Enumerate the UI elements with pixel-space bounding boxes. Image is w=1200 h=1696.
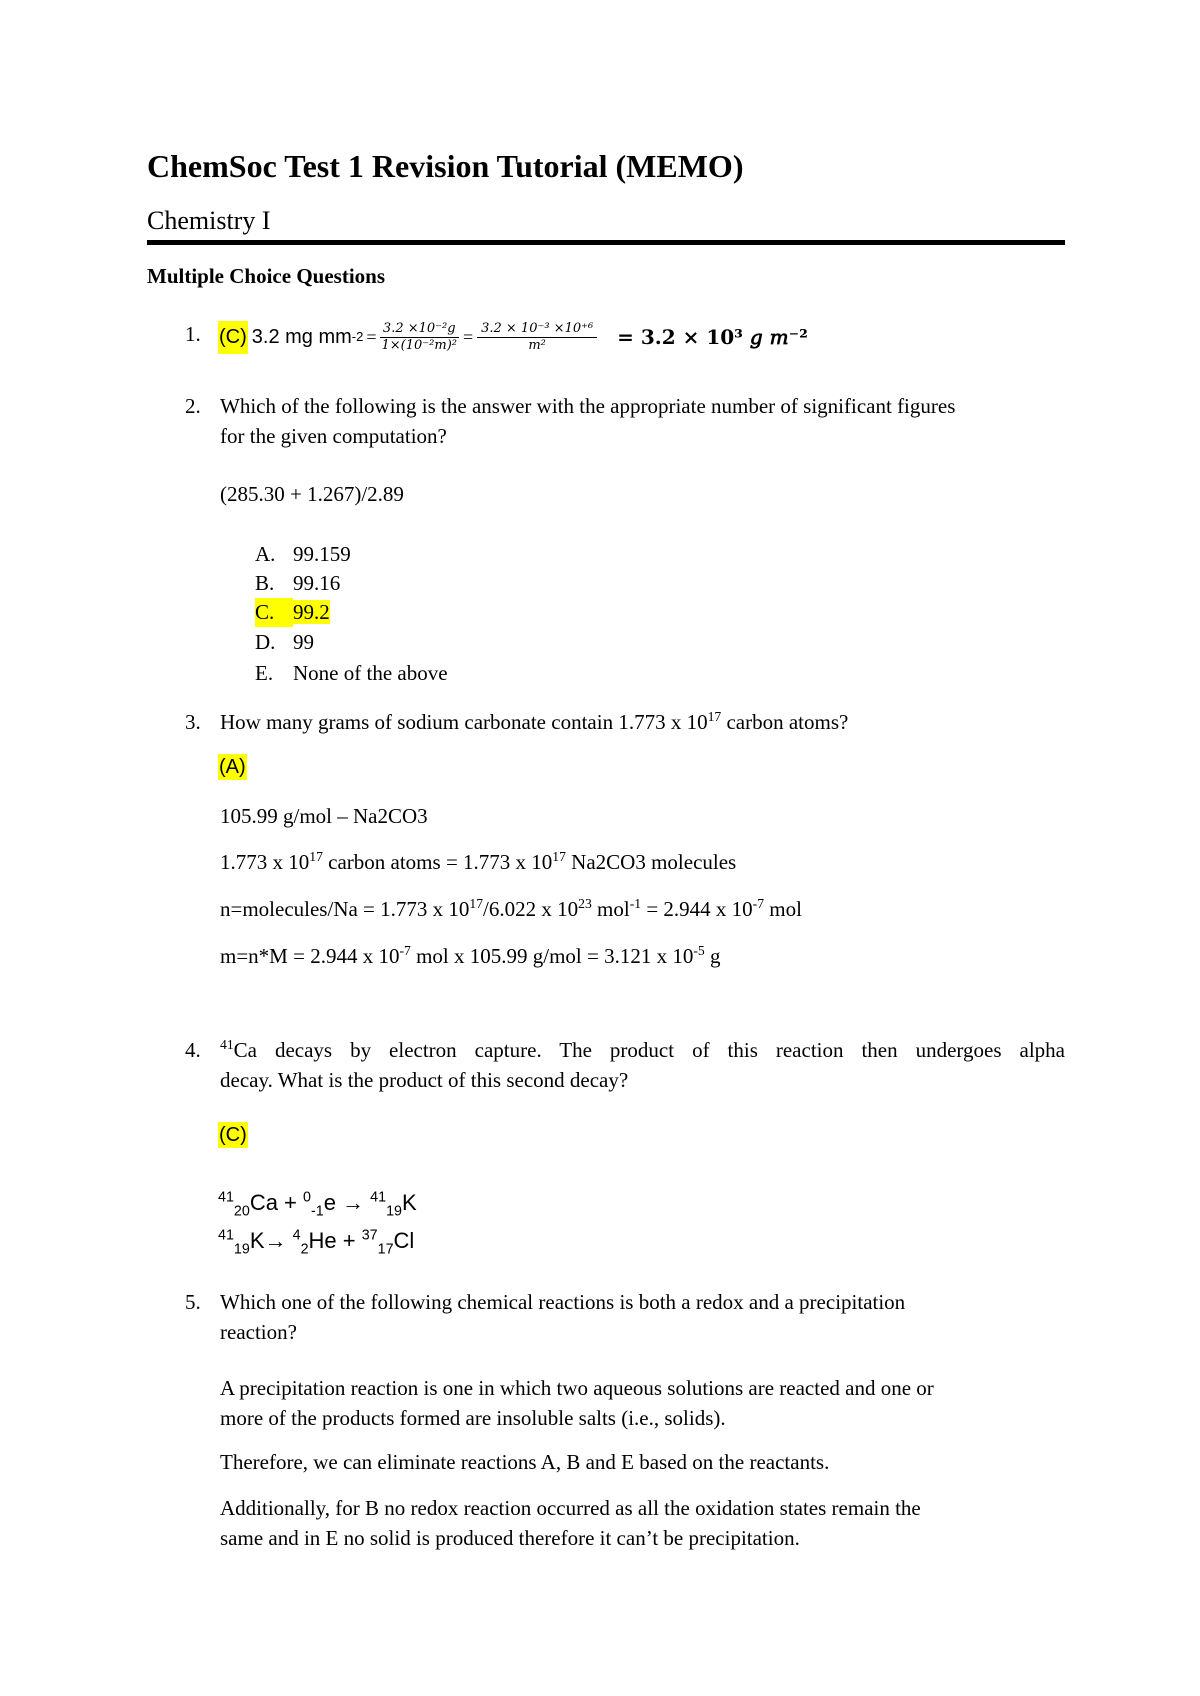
q1-fraction-1-numerator: 3.2 ×10⁻²𝑔 [380,321,459,338]
q3-text [220,708,848,737]
q5-paragraph-2: Therefore, we can eliminate reactions A, B and E based on the reactants. [220,1450,830,1474]
q3-line-3-c-sup: -1 [629,896,642,911]
option-letter: B. [255,571,275,595]
q1-answer: (C) [218,321,248,354]
q3-number: 3. [185,710,201,734]
title-divider [147,240,1065,245]
reaction-sup: 0 [303,1189,311,1206]
q5-paragraph-1-line-1: A precipitation reaction is one in which two aqueous solutions are reacted and one or [220,1376,934,1400]
option-letter: A. [255,542,276,566]
reaction-sup: 41 [218,1227,234,1244]
reaction-sup: 4 [292,1227,301,1244]
q1-number: 1. [185,322,201,346]
reaction-term: Ca + [249,1190,304,1215]
q2-text-line-2: for the given computation? [220,424,447,448]
q4-reaction-1 [218,1189,417,1220]
q3-line-2-a: 1.773 x 10 [220,850,310,874]
q3-line-3-a: n=molecules/Na = 1.773 x 10 [220,897,470,921]
q3-line-3-e: mol [764,897,802,921]
q3-line-3-d-sup: -7 [752,896,765,911]
q5-paragraph-1-line-2: more of the products formed are insoluble salts (i.e., solids). [220,1406,726,1430]
q3-line-2-b: carbon atoms = 1.773 x 10 [322,850,553,874]
reaction-term: K→ [249,1228,293,1253]
q1-fraction-2-denominator: 𝑚² [528,337,546,353]
q4-sup: 41 [220,1037,234,1052]
q3-answer [218,756,247,779]
option-text: 99 [293,630,314,654]
q1-answer-line: (C) 3.2 mg mm -2 = $\frac{\text{3.2 ×10⁻²𝑔}}{\text{1×(10⁻²𝑚)²}}$ = $\frac{\text{3.2 × 10⁻³ ×10⁺⁶}}{\text{𝑚²}}$ = 3.2 × 10³ 𝑔 𝑚⁻² [219,320,808,353]
q1-value: 3.2 mg mm [251,325,352,348]
option-letter: D. [255,630,276,654]
q3-line-3-b: /6.022 x 10 [483,897,579,921]
q2-expression: (285.30 + 1.267)/2.89 [220,482,404,506]
reaction-sub: 19 [386,1203,402,1220]
q2-option-d [255,628,314,657]
q3-line-2-b-sup: 17 [552,849,566,864]
reaction-sub: 19 [233,1241,250,1258]
q2-option-a [255,540,351,569]
reaction-sub: 2 [300,1241,309,1258]
q5-number: 5. [185,1290,201,1314]
q1-fraction-1-denominator: 1×(10⁻²𝑚)² [381,337,457,353]
option-text: 99.16 [293,571,341,595]
q2-text-line-1: Which of the following is the answer with the appropriate number of significant figures [220,394,956,418]
q3-line-4-c: g [704,944,721,968]
q5-paragraph-3-line-2: same and in E no solid is produced therefore it can’t be precipitation. [220,1526,800,1550]
option-letter: C. [255,598,293,627]
q1-fraction-2 [477,321,597,354]
q3-line-2 [220,848,736,877]
option-text: 99.2 [293,600,330,624]
reaction-term: K [401,1190,417,1215]
q5-paragraph-3-line-1: Additionally, for B no redox reaction occurred as all the oxidation states remain the [220,1496,921,1520]
q2-option-b [255,569,340,598]
q3-line-2-a-sup: 17 [309,849,323,864]
q3-line-4-b-sup: -5 [693,943,705,958]
reaction-sub: -1 [310,1203,324,1220]
q3-answer-label: (A) [219,756,246,778]
reaction-term: He + [308,1228,362,1253]
q4-reaction-2 [218,1227,415,1258]
q3-line-4-b: mol x 105.99 g/mol = 3.121 x 10 [410,944,694,968]
q4-number: 4. [185,1038,201,1062]
q2-number: 2. [185,394,201,418]
reaction-sub: 20 [233,1203,250,1220]
q1-fraction-2-numerator: 3.2 × 10⁻³ ×10⁺⁶ [477,321,597,338]
q4-text-line-2: decay. What is the product of this second decay? [220,1068,629,1092]
q5-text-line-2: reaction? [220,1320,297,1344]
q3-line-3 [220,895,802,924]
q3-line-2-c: Na2CO3 molecules [565,850,737,874]
q4-text-line-1 [220,1036,1065,1065]
section-heading: Multiple Choice Questions [147,264,386,288]
q3-line-4-a-sup: -7 [399,943,411,958]
q3-line-3-b-sup: 23 [578,896,592,911]
q3-line-3-d: = 2.944 x 10 [641,897,753,921]
q4-answer-label: (C) [219,1124,247,1146]
q3-text-post: carbon atoms? [721,710,849,734]
q4-text-line-1-text: Ca decays by electron capture. The product of this reaction then undergoes alpha [233,1038,1065,1062]
q5-text-line-1: Which one of the following chemical reactions is both a redox and a precipitation [220,1290,906,1314]
q3-text-pre: How many grams of sodium carbonate contain 1.773 x 10 [220,710,708,734]
q1-fraction-1 [380,321,459,354]
q1-equals-2: = [462,326,474,347]
document-title: ChemSoc Test 1 Revision Tutorial (MEMO) [147,148,744,184]
option-text: 99.159 [293,542,351,566]
reaction-sup: 41 [218,1189,234,1206]
reaction-sub: 17 [377,1241,394,1258]
q3-line-4-a: m=n*M = 2.944 x 10 [220,944,400,968]
q3-text-sup: 17 [707,709,722,724]
q3-line-3-c: mol [591,897,630,921]
reaction-term: Cl [393,1228,415,1253]
reaction-term: e → [323,1190,371,1215]
q3-line-1: 105.99 g/mol – Na2CO3 [220,804,428,828]
reaction-sup: 41 [370,1189,387,1206]
q1-equals-1: = [366,326,377,347]
q4-answer [218,1124,248,1147]
option-text: None of the above [293,661,448,685]
q3-line-4 [220,942,720,971]
q2-option-c [255,598,330,627]
q1-result: = 3.2 × 10³ 𝑔 𝑚⁻² [617,324,808,349]
q2-option-e [255,659,448,688]
option-letter: E. [255,661,274,685]
q3-line-3-a-sup: 17 [469,896,484,911]
reaction-sup: 37 [361,1227,378,1244]
document-subtitle: Chemistry I [147,206,271,235]
